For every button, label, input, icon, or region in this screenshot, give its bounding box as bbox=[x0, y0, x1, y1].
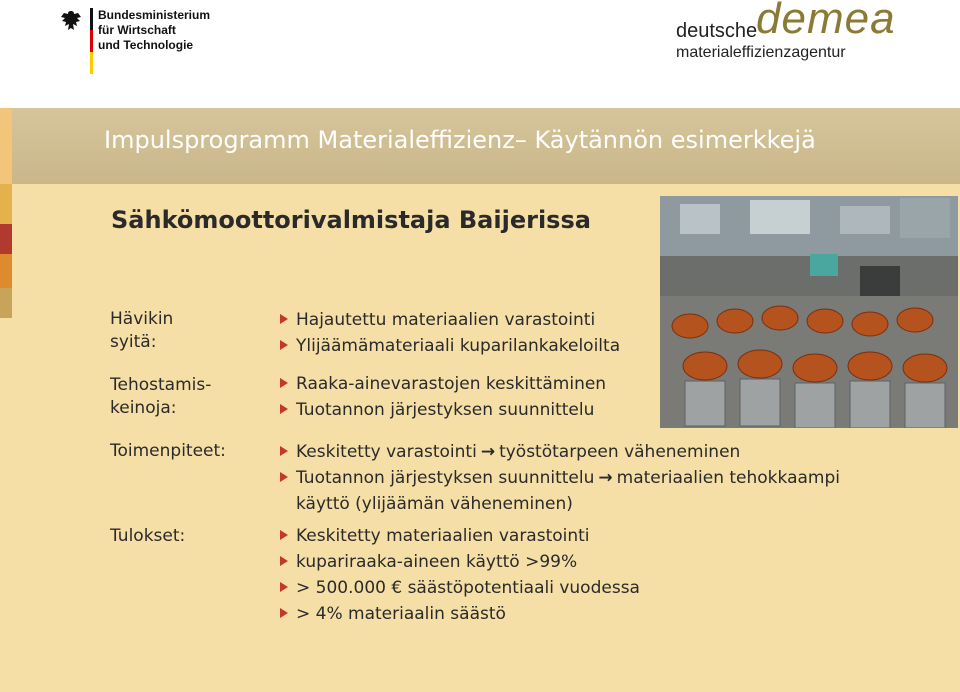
demea-wordmark: demea bbox=[756, 0, 896, 43]
demea-prefix: deutsche bbox=[676, 20, 758, 42]
row-label-potential bbox=[110, 374, 211, 420]
row-label-results: Tulokset: bbox=[110, 526, 186, 546]
bullet-triangle-icon bbox=[280, 608, 288, 618]
bullet-triangle-icon bbox=[280, 404, 288, 414]
bullet-item: kupariraaka-aineen käyttö >99% bbox=[280, 550, 577, 574]
arrow-right-icon: → bbox=[480, 442, 496, 462]
federal-eagle-icon bbox=[58, 8, 84, 34]
ministry-line: und Technologie bbox=[98, 38, 194, 52]
ministry-line: Bundesministerium bbox=[98, 8, 211, 22]
bullet-continuation: käyttö (ylijäämän väheneminen) bbox=[296, 494, 573, 514]
bullet-item: Tuotannon järjestyksen suunnittelu bbox=[280, 398, 594, 422]
bullet-item: Ylijäämämateriaali kuparilankakeloilta bbox=[280, 334, 620, 358]
bullet-item: > 4% materiaalin säästö bbox=[280, 602, 506, 626]
label-line: Hävikin bbox=[110, 309, 174, 329]
bullet-triangle-icon bbox=[280, 556, 288, 566]
bullet-item: Keskitetty varastointi → työstötarpeen väheneminen bbox=[280, 440, 740, 464]
bullet-triangle-icon bbox=[280, 340, 288, 350]
row-label-causes bbox=[110, 308, 173, 354]
bullet-triangle-icon bbox=[280, 582, 288, 592]
ministry-logo-text bbox=[98, 8, 210, 53]
arrow-right-icon: → bbox=[598, 468, 613, 488]
bullet-item: Tuotannon järjestyksen suunnittelu → materiaalien tehokkaampi bbox=[280, 466, 840, 490]
ministry-line: für Wirtschaft bbox=[98, 23, 176, 37]
bullet-triangle-icon bbox=[280, 314, 288, 324]
bullet-item: Hajautettu materiaalien varastointi bbox=[280, 308, 595, 332]
bullet-triangle-icon bbox=[280, 530, 288, 540]
bullet-triangle-icon bbox=[280, 472, 288, 482]
slide-body bbox=[0, 108, 960, 692]
bullet-item: > 500.000 € säästöpotentiaali vuodessa bbox=[280, 576, 640, 600]
slide-title: Impulsprogramm Materialeffizienz– Käytännön esimerkkejä bbox=[104, 126, 816, 154]
bullet-triangle-icon bbox=[280, 446, 288, 456]
bullet-item: Raaka-ainevarastojen keskittäminen bbox=[280, 372, 606, 396]
header bbox=[0, 0, 960, 108]
slide-subtitle: Sähkömoottorivalmistaja Baijerissa bbox=[111, 206, 591, 234]
german-flag-stripe bbox=[90, 8, 93, 74]
demea-logo bbox=[676, 0, 906, 72]
label-line: syitä: bbox=[110, 332, 157, 352]
label-line: Tehostamis- bbox=[110, 375, 212, 395]
bullet-triangle-icon bbox=[280, 378, 288, 388]
label-line: keinoja: bbox=[110, 398, 177, 418]
demea-subtitle: materialeffizienzagentur bbox=[676, 44, 846, 61]
factory-photo bbox=[660, 196, 958, 428]
bullet-item: Keskitetty materiaalien varastointi bbox=[280, 524, 590, 548]
left-color-stripes bbox=[0, 108, 12, 692]
row-label-measures: Toimenpiteet: bbox=[110, 441, 226, 461]
